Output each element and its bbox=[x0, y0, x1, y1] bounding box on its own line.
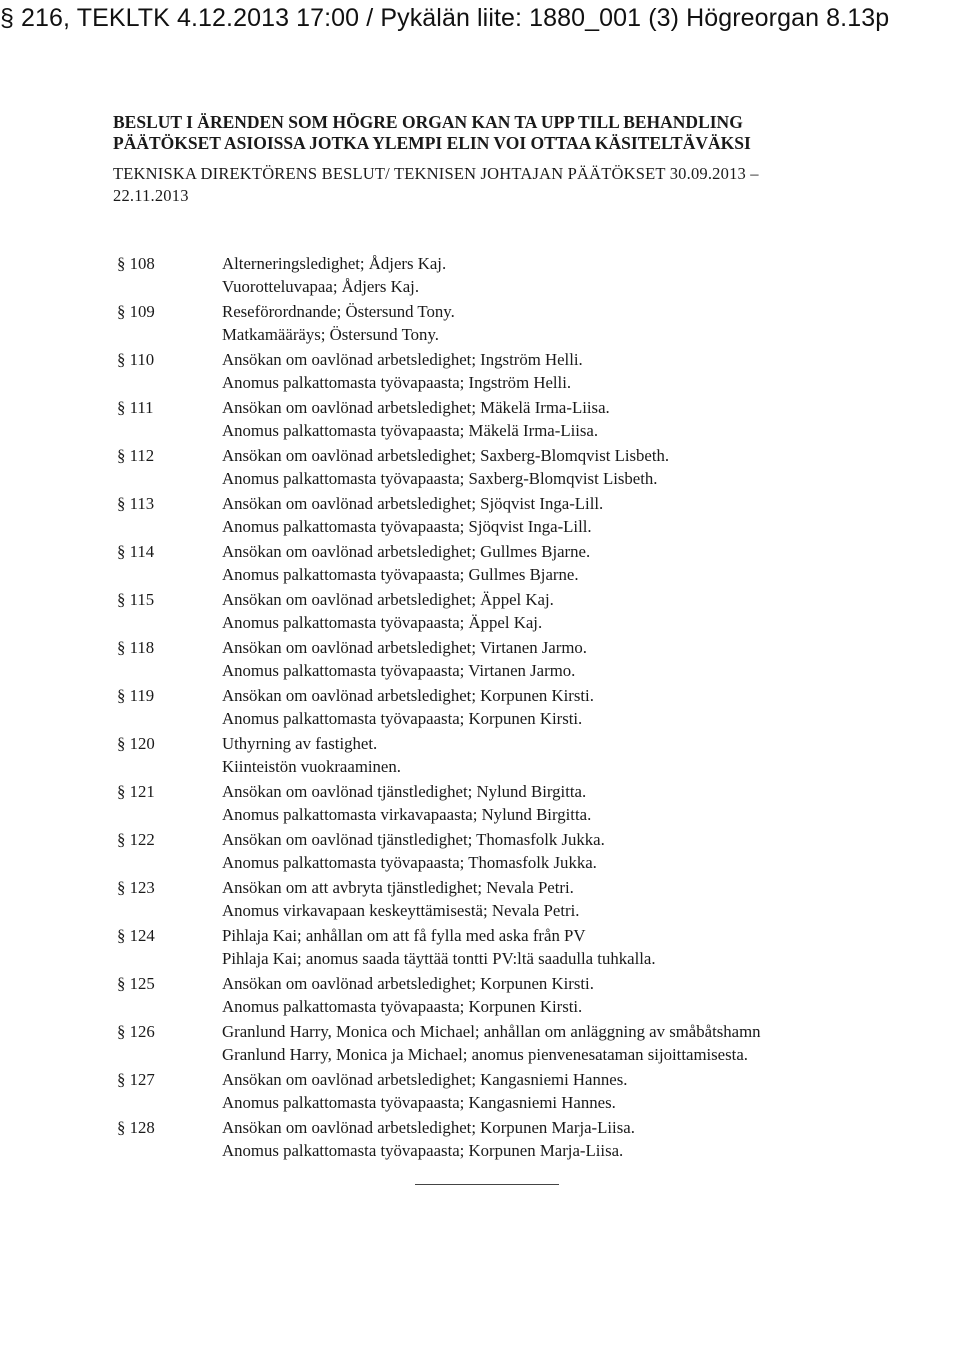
entry-finnish-text: Anomus palkattomasta työvapaasta; Äppel Kaj. bbox=[222, 613, 543, 632]
section-number: § 110 bbox=[117, 350, 155, 369]
section-number: § 118 bbox=[117, 638, 155, 657]
entry-finnish-text: Anomus palkattomasta työvapaasta; Kangasniemi Hannes. bbox=[222, 1093, 616, 1112]
entry-swedish-text: Ansökan om oavlönad arbetsledighet; Korpunen Kirsti. bbox=[222, 974, 594, 993]
subtitle-line-1: TEKNISKA DIREKTÖRENS BESLUT/ TEKNISEN JOHTAJAN PÄÄTÖKSET 30.09.2013 – bbox=[113, 164, 759, 183]
entry-swedish-text: Ansökan om oavlönad arbetsledighet; Korpunen Marja-Liisa. bbox=[222, 1118, 635, 1137]
section-number: § 121 bbox=[117, 782, 155, 801]
section-number: § 128 bbox=[117, 1118, 155, 1137]
decision-list bbox=[117, 252, 761, 1164]
entry-swedish-text: Ansökan om att avbryta tjänstledighet; Nevala Petri. bbox=[222, 878, 574, 897]
document-title-block bbox=[113, 112, 759, 207]
subtitle bbox=[113, 163, 759, 207]
decision-entry bbox=[117, 348, 761, 394]
subtitle-line-2: 22.11.2013 bbox=[113, 186, 189, 205]
entry-text bbox=[222, 732, 401, 778]
entry-finnish-text: Granlund Harry, Monica ja Michael; anomus pienvenesataman sijoittamisesta. bbox=[222, 1045, 748, 1064]
section-number: § 115 bbox=[117, 590, 155, 609]
section-number: § 109 bbox=[117, 302, 155, 321]
decision-entry bbox=[117, 828, 761, 874]
section-number: § 114 bbox=[117, 542, 155, 561]
entry-finnish-text: Pihlaja Kai; anomus saada täyttää tontti PV:ltä saadulla tuhkalla. bbox=[222, 949, 656, 968]
decision-entry bbox=[117, 396, 761, 442]
entry-swedish-text: Ansökan om oavlönad arbetsledighet; Korpunen Kirsti. bbox=[222, 686, 594, 705]
decision-entry bbox=[117, 972, 761, 1018]
section-number: § 119 bbox=[117, 686, 155, 705]
section-number: § 122 bbox=[117, 830, 155, 849]
section-number: § 111 bbox=[117, 398, 154, 417]
entry-finnish-text: Anomus palkattomasta työvapaasta; Korpunen Kirsti. bbox=[222, 709, 583, 728]
section-number: § 124 bbox=[117, 926, 155, 945]
entry-swedish-text: Pihlaja Kai; anhållan om att få fylla med aska från PV bbox=[222, 926, 586, 945]
entry-text bbox=[222, 540, 590, 586]
entry-text bbox=[222, 924, 656, 970]
entry-text bbox=[222, 396, 610, 442]
decision-entry bbox=[117, 588, 761, 634]
entry-swedish-text: Ansökan om oavlönad arbetsledighet; Sjöqvist Inga-Lill. bbox=[222, 494, 604, 513]
entry-finnish-text: Kiinteistön vuokraaminen. bbox=[222, 757, 401, 776]
decision-entry bbox=[117, 444, 761, 490]
entry-finnish-text: Anomus palkattomasta työvapaasta; Gullmes Bjarne. bbox=[222, 565, 579, 584]
entry-swedish-text: Ansökan om oavlönad arbetsledighet; Saxberg-Blomqvist Lisbeth. bbox=[222, 446, 670, 465]
section-number: § 126 bbox=[117, 1022, 155, 1041]
entry-finnish-text: Anomus palkattomasta työvapaasta; Virtanen Jarmo. bbox=[222, 661, 576, 680]
title-swedish: BESLUT I ÄRENDEN SOM HÖGRE ORGAN KAN TA UPP TILL BEHANDLING bbox=[113, 112, 743, 132]
entry-text bbox=[222, 828, 605, 874]
entry-text bbox=[222, 636, 587, 682]
decision-entry bbox=[117, 780, 761, 826]
decision-entry bbox=[117, 300, 761, 346]
entry-text bbox=[222, 684, 594, 730]
entry-swedish-text: Ansökan om oavlönad arbetsledighet; Virtanen Jarmo. bbox=[222, 638, 587, 657]
entry-finnish-text: Anomus palkattomasta työvapaasta; Saxberg-Blomqvist Lisbeth. bbox=[222, 469, 658, 488]
entry-text bbox=[222, 1020, 761, 1066]
decision-entry bbox=[117, 1116, 761, 1162]
decision-entry bbox=[117, 252, 761, 298]
decision-entry bbox=[117, 492, 761, 538]
page-header: § 216, TEKLTK 4.12.2013 17:00 / Pykälän liite: 1880_001 (3) Högreorgan 8.13p bbox=[0, 4, 890, 32]
section-number: § 108 bbox=[117, 254, 155, 273]
entry-swedish-text: Ansökan om oavlönad arbetsledighet; Kangasniemi Hannes. bbox=[222, 1070, 628, 1089]
entry-text bbox=[222, 300, 455, 346]
title-finnish: PÄÄTÖKSET ASIOISSA JOTKA YLEMPI ELIN VOI OTTAA KÄSITELTÄVÄKSI bbox=[113, 133, 751, 153]
entry-finnish-text: Anomus palkattomasta työvapaasta; Thomasfolk Jukka. bbox=[222, 853, 597, 872]
section-number: § 127 bbox=[117, 1070, 155, 1089]
entry-finnish-text: Matkamääräys; Östersund Tony. bbox=[222, 325, 439, 344]
entry-swedish-text: Ansökan om oavlönad arbetsledighet; Gullmes Bjarne. bbox=[222, 542, 591, 561]
entry-swedish-text: Ansökan om oavlönad arbetsledighet; Ingström Helli. bbox=[222, 350, 583, 369]
entry-finnish-text: Anomus palkattomasta työvapaasta; Sjöqvist Inga-Lill. bbox=[222, 517, 592, 536]
decision-entry bbox=[117, 540, 761, 586]
section-number: § 123 bbox=[117, 878, 155, 897]
decision-entry bbox=[117, 636, 761, 682]
entry-text bbox=[222, 444, 669, 490]
decision-entry bbox=[117, 732, 761, 778]
entry-text bbox=[222, 972, 594, 1018]
section-number: § 113 bbox=[117, 494, 155, 513]
entry-text bbox=[222, 588, 554, 634]
entry-finnish-text: Anomus palkattomasta virkavapaasta; Nylund Birgitta. bbox=[222, 805, 592, 824]
entry-swedish-text: Ansökan om oavlönad tjänstledighet; Nylund Birgitta. bbox=[222, 782, 587, 801]
decision-entry bbox=[117, 876, 761, 922]
entry-finnish-text: Anomus virkavapaan keskeyttämisestä; Nevala Petri. bbox=[222, 901, 580, 920]
entry-text bbox=[222, 876, 579, 922]
decision-entry bbox=[117, 924, 761, 970]
entry-text bbox=[222, 348, 583, 394]
entry-text bbox=[222, 1068, 627, 1114]
decision-entry bbox=[117, 684, 761, 730]
entry-swedish-text: Ansökan om oavlönad tjänstledighet; Thomasfolk Jukka. bbox=[222, 830, 605, 849]
section-number: § 125 bbox=[117, 974, 155, 993]
entry-text bbox=[222, 1116, 635, 1162]
decision-entry bbox=[117, 1068, 761, 1114]
entry-finnish-text: Anomus palkattomasta työvapaasta; Ingström Helli. bbox=[222, 373, 572, 392]
section-number: § 120 bbox=[117, 734, 155, 753]
entry-swedish-text: Granlund Harry, Monica och Michael; anhållan om anläggning av småbåtshamn bbox=[222, 1022, 761, 1041]
entry-swedish-text: Uthyrning av fastighet. bbox=[222, 734, 378, 753]
entry-swedish-text: Reseförordnande; Östersund Tony. bbox=[222, 302, 455, 321]
entry-text bbox=[222, 492, 603, 538]
entry-text bbox=[222, 252, 446, 298]
entry-finnish-text: Anomus palkattomasta työvapaasta; Mäkelä Irma-Liisa. bbox=[222, 421, 599, 440]
decision-entry bbox=[117, 1020, 761, 1066]
entry-swedish-text: Alterneringsledighet; Ådjers Kaj. bbox=[222, 254, 447, 273]
section-number: § 112 bbox=[117, 446, 155, 465]
entry-swedish-text: Ansökan om oavlönad arbetsledighet; Äppel Kaj. bbox=[222, 590, 554, 609]
footer-rule bbox=[415, 1184, 559, 1185]
entry-finnish-text: Anomus palkattomasta työvapaasta; Korpunen Marja-Liisa. bbox=[222, 1141, 624, 1160]
entry-finnish-text: Vuorotteluvapaa; Ådjers Kaj. bbox=[222, 277, 420, 296]
entry-finnish-text: Anomus palkattomasta työvapaasta; Korpunen Kirsti. bbox=[222, 997, 583, 1016]
entry-swedish-text: Ansökan om oavlönad arbetsledighet; Mäkelä Irma-Liisa. bbox=[222, 398, 610, 417]
entry-text bbox=[222, 780, 591, 826]
